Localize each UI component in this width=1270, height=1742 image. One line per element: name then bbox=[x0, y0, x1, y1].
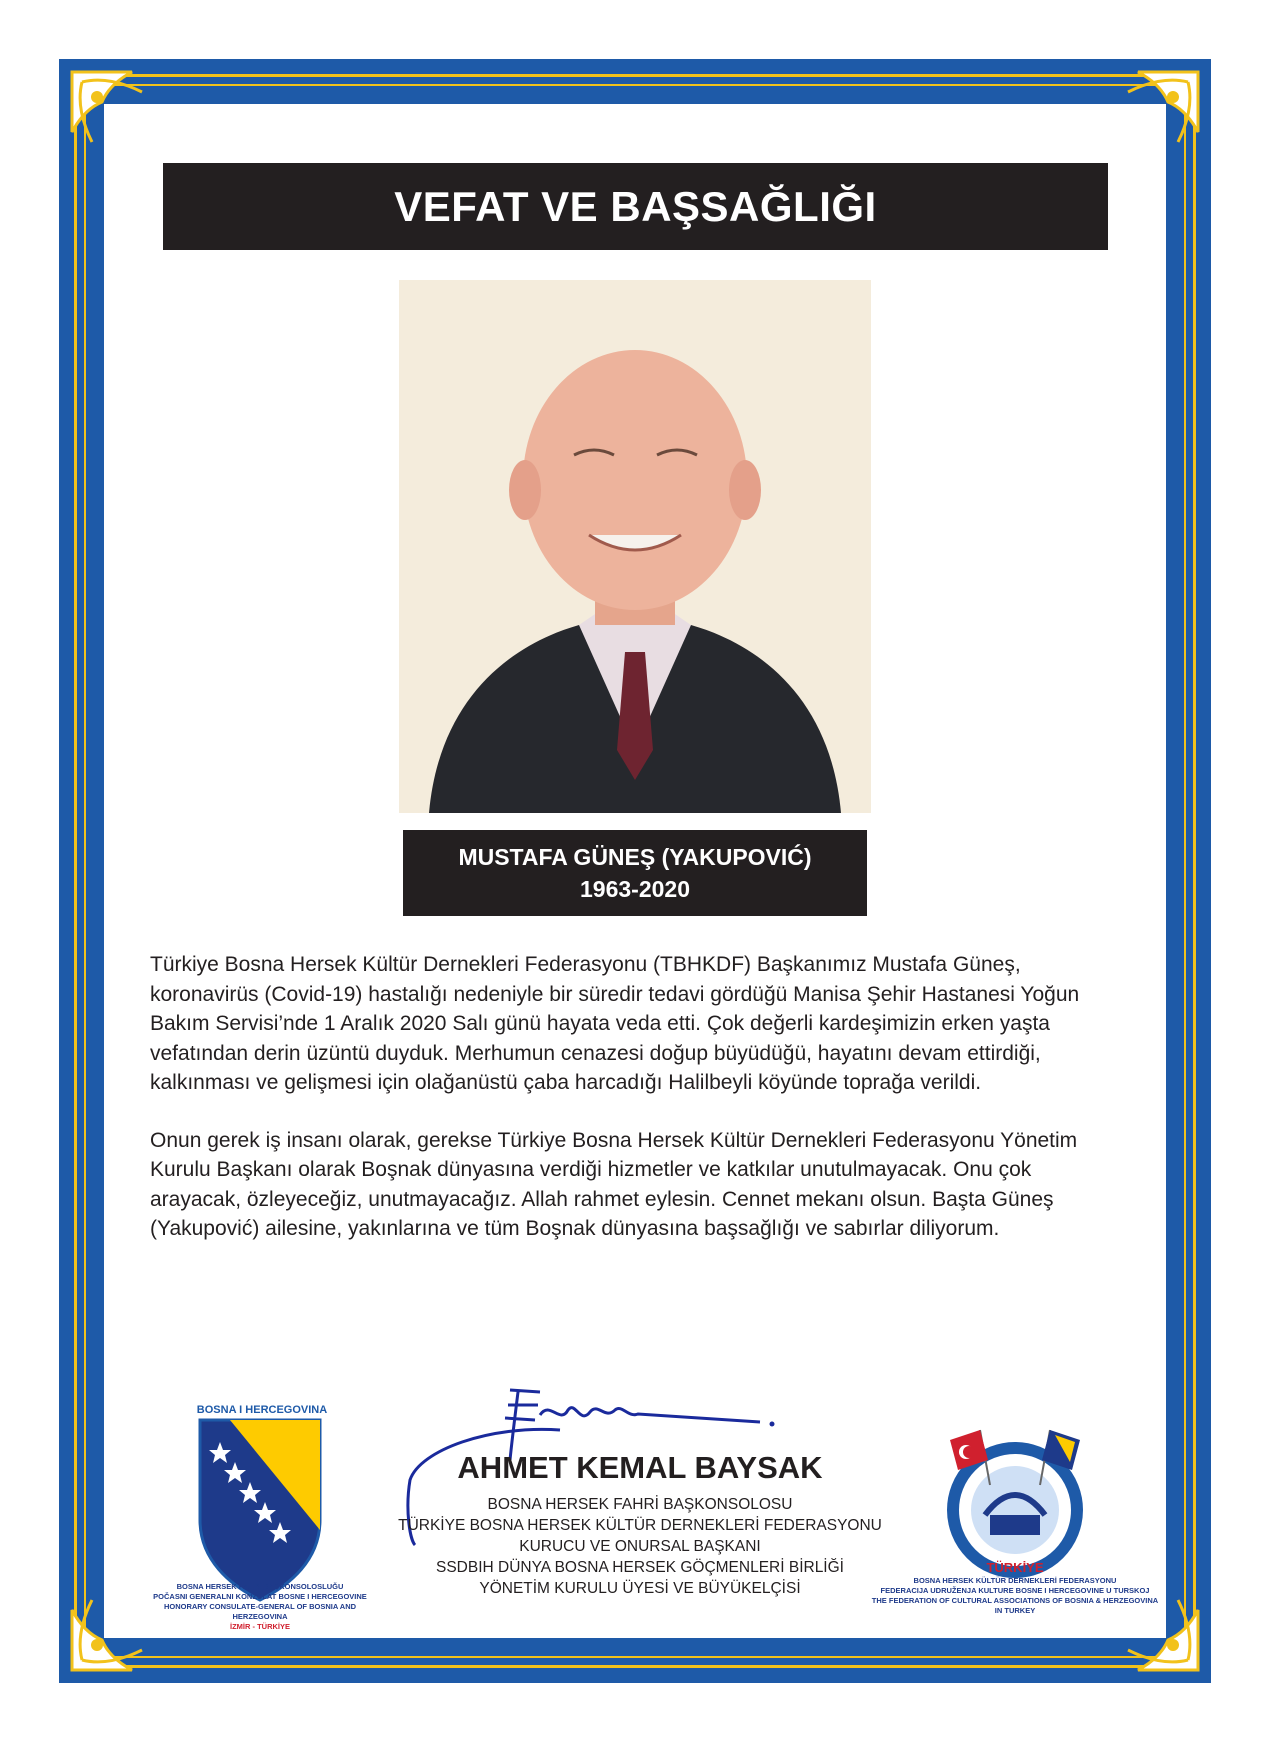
federation-text bbox=[870, 1576, 1160, 1616]
page-title: VEFAT VE BAŞSAĞLIĞI bbox=[394, 182, 877, 230]
signer-title-line: TÜRKİYE BOSNA HERSEK KÜLTÜR DERNEKLERİ FEDERASYONU bbox=[398, 1517, 882, 1534]
federation-line: THE FEDERATION OF CULTURAL ASSOCIATIONS OF BOSNIA & HERZEGOVINA IN TURKEY bbox=[871, 1596, 1159, 1615]
paragraph: Onun gerek iş insanı olarak, gerekse Türkiye Bosna Hersek Kültür Dernekleri Federasyonu Yönetim Kurulu Başkanı olarak Boşnak dünyasına verdiği hizmetler ve katkılar unutulmayacak. Onu çok arayacak, özleyeceğiz, unutmayacağız. Allah rahmet eylesin. Cennet mekanı olsun. Başta Güneş (Yakupović) ailesine, yakınlarına ve tüm Boşnak dünyasına başsağlığı ve sabırlar diliyorum. bbox=[150, 1128, 1078, 1240]
header-bar bbox=[163, 163, 1108, 250]
federation-line: BOSNA HERSEK KÜLTÜR DERNEKLERİ FEDERASYONU bbox=[913, 1576, 1117, 1585]
bih-logo-title: BOSNA I HERCEGOVINA bbox=[196, 1404, 328, 1416]
federation-line: FEDERACIJA UDRUŽENJA KULTURE BOSNE I HERCEGOVINE U TURSKOJ bbox=[880, 1586, 1150, 1595]
consulate-city: İZMİR - TÜRKİYE bbox=[230, 1622, 290, 1631]
consulate-line: POČASNI GENERALNI KONZULAT BOSNE I HERCEGOVINE bbox=[153, 1592, 367, 1601]
consulate-line: BOSNA HERSEK FAHRİ BAŞKONSOLOSLUĞU bbox=[176, 1582, 344, 1591]
signer-title-line: BOSNA HERSEK FAHRİ BAŞKONSOLOSU bbox=[487, 1496, 793, 1513]
deceased-name: MUSTAFA GÜNEŞ (YAKUPOVIĆ) bbox=[458, 844, 812, 870]
condolence-text bbox=[150, 950, 1120, 1272]
consulate-line: HONORARY CONSULATE-GENERAL OF BOSNIA AND HERZEGOVINA bbox=[163, 1602, 357, 1621]
signer-title-line: KURUCU VE ONURSAL BAŞKANI bbox=[519, 1538, 761, 1555]
signer-titles bbox=[380, 1494, 900, 1599]
paragraph: Türkiye Bosna Hersek Kültür Dernekleri Federasyonu (TBHKDF) Başkanımız Mustafa Güneş, koronavirüs (Covid-19) hastalığı nedeniyle bir süredir tedavi gördüğü Manisa Şehir Hastanesi Yoğun Bakım Servisi’nde 1 Aralık 2020 Salı günü hayata veda etti. Çok değerli kardeşimizin erken yaşta vefatından derin üzüntü duyduk. Merhumun cenazesi doğup büyüdüğü, hayatını devam ettirdiği, kalkınması ve gelişmesi için olağanüstü çaba harcadığı Halilbeyli köyünde toprağa verildi. bbox=[150, 953, 1080, 1094]
federation-country: TÜRKİYE bbox=[986, 1560, 1044, 1575]
deceased-years: 1963-2020 bbox=[580, 876, 690, 902]
bih-consulate-text bbox=[150, 1582, 370, 1632]
name-box bbox=[403, 830, 867, 916]
portrait-photo bbox=[399, 280, 871, 813]
signer-title-line: YÖNETİM KURULU ÜYESİ VE BÜYÜKELÇİSİ bbox=[479, 1580, 801, 1597]
signer-name: AHMET KEMAL BAYSAK bbox=[457, 1450, 823, 1485]
portrait-illustration bbox=[399, 280, 871, 813]
signer-title-line: SSDBIH DÜNYA BOSNA HERSEK GÖÇMENLERİ BİRLİĞİ bbox=[436, 1559, 844, 1576]
